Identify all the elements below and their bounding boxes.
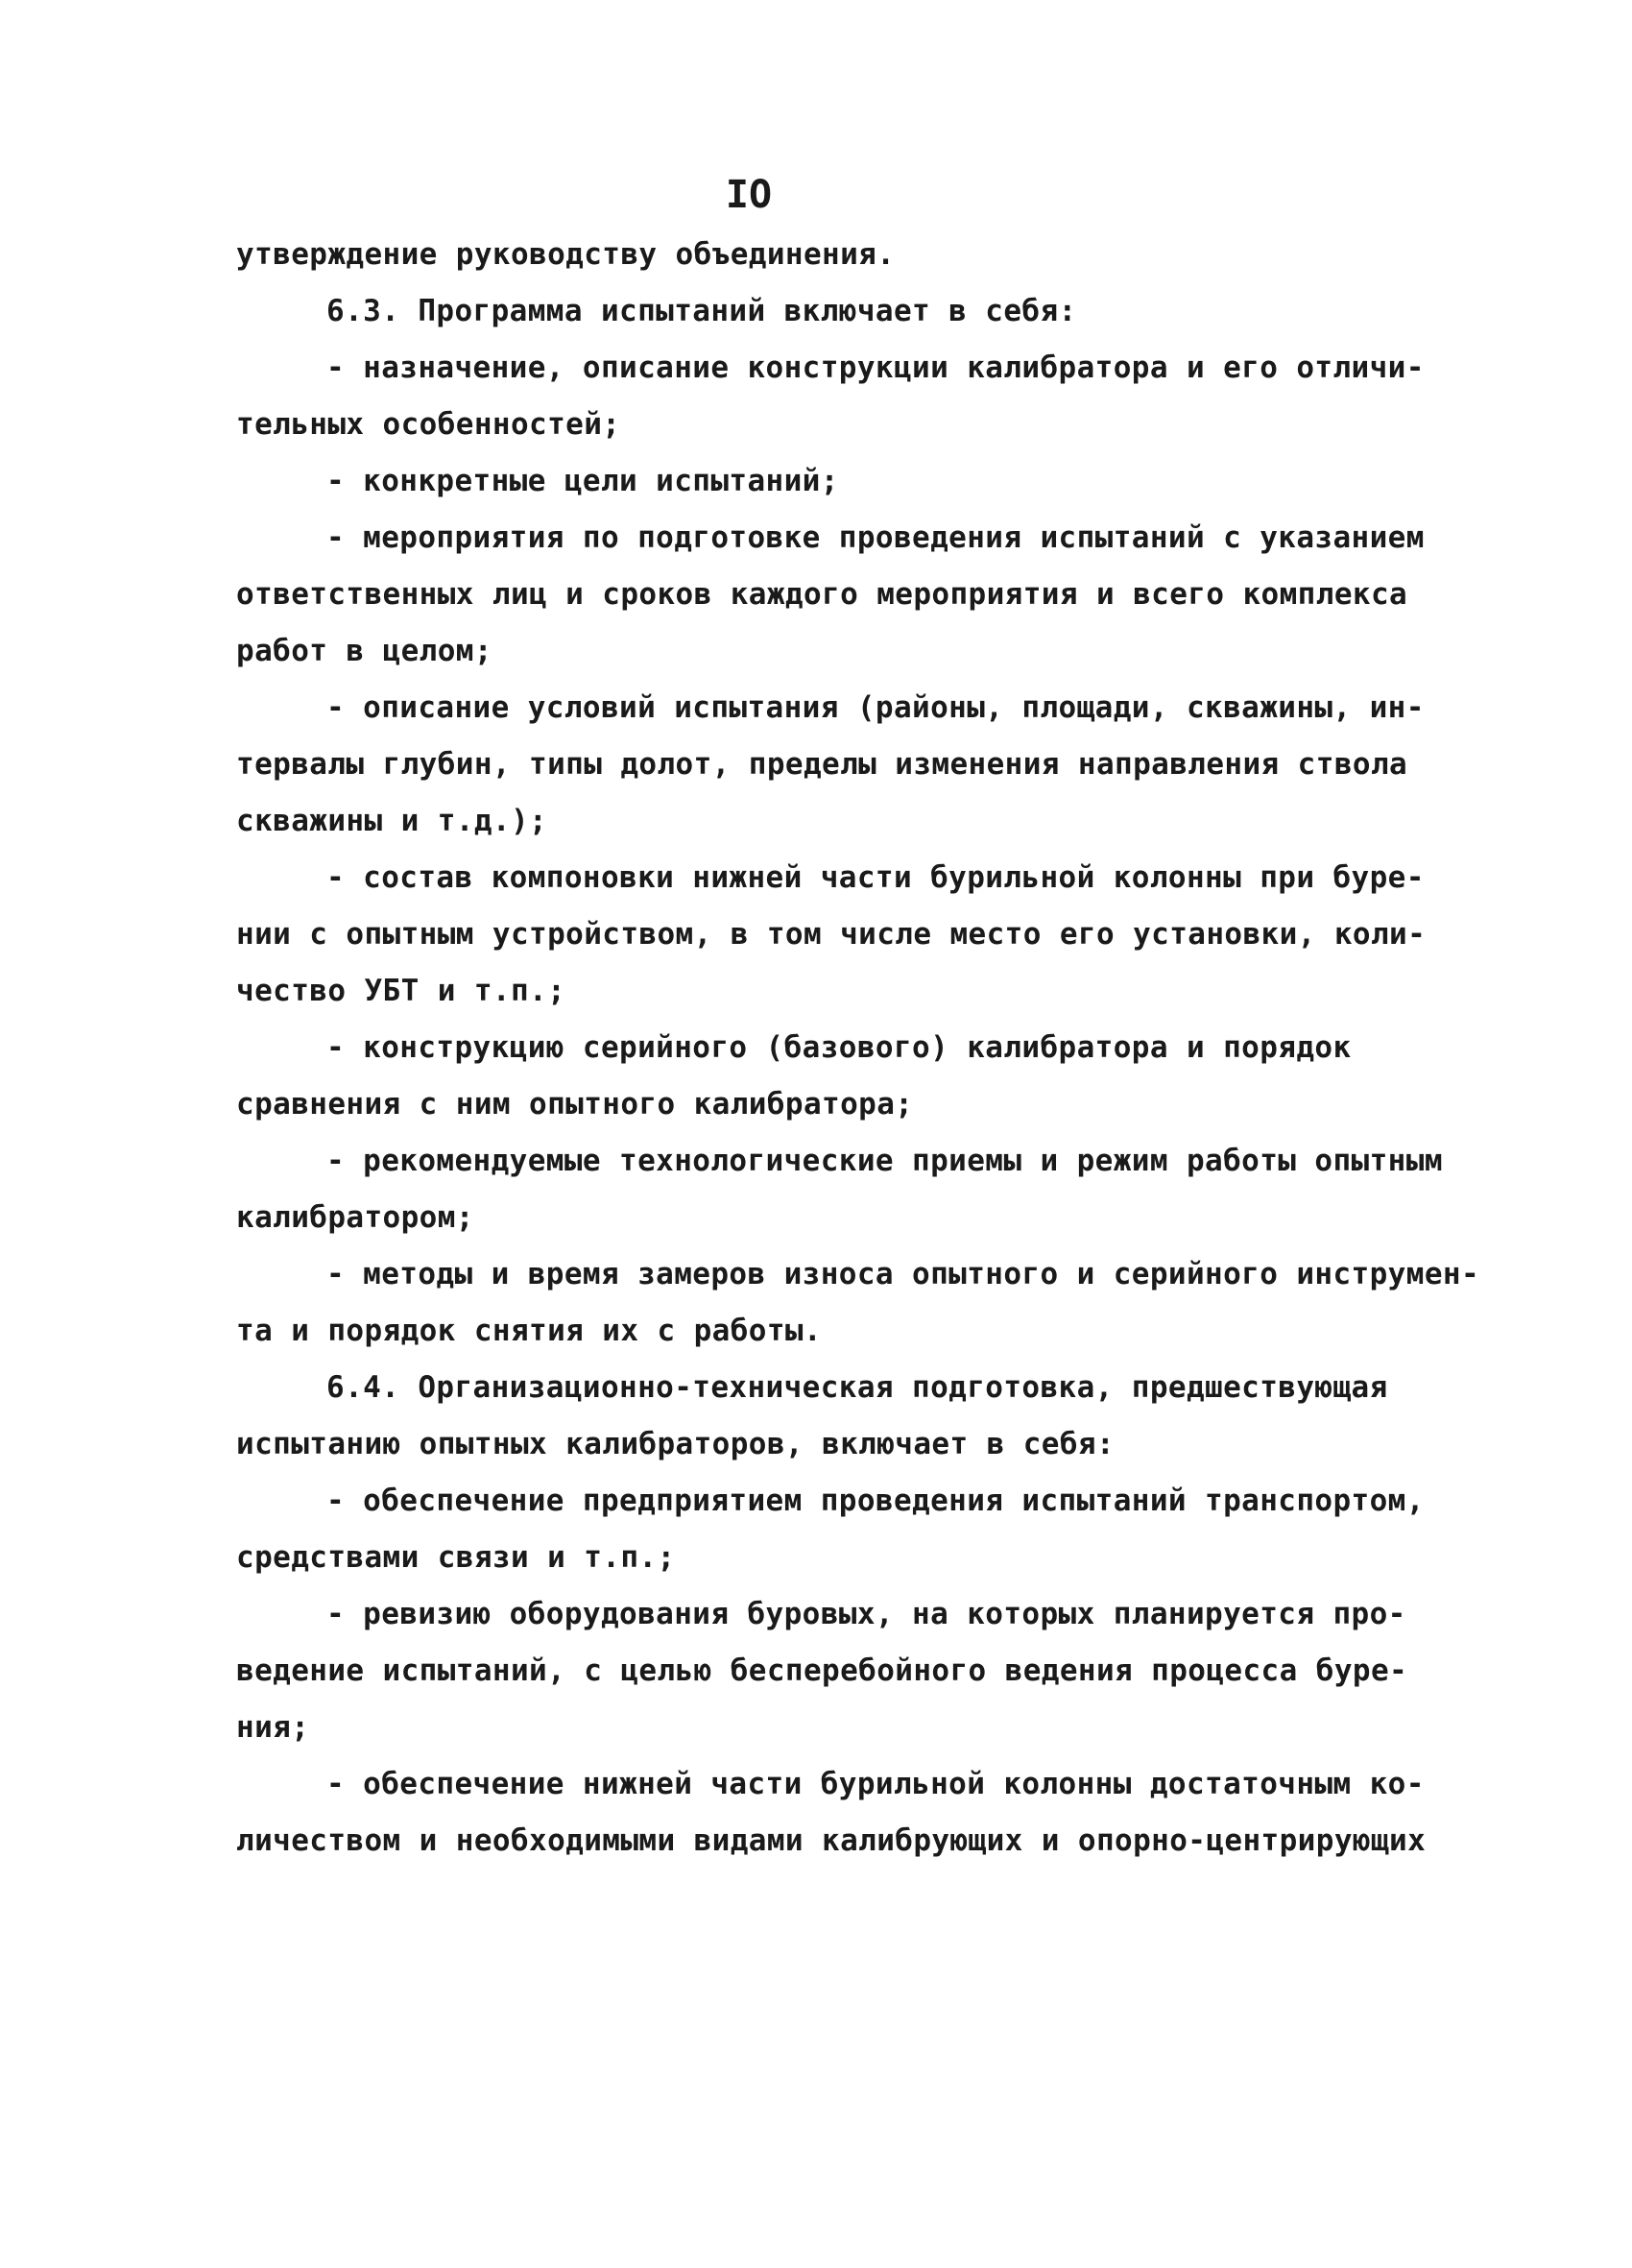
- text-line-content: калибратором;: [236, 1200, 474, 1235]
- text-line-content: ния;: [236, 1710, 310, 1745]
- text-line: [0, 1813, 1632, 1870]
- text-line-content: - состав компоновки нижней части бурильной колонны при буре-: [326, 860, 1425, 895]
- text-line-content: чество УБТ и т.п.;: [236, 974, 566, 1008]
- text-line: [0, 1246, 1632, 1303]
- text-line-content: - обеспечение предприятием проведения испытаний транспортом,: [326, 1484, 1425, 1518]
- text-line: [0, 340, 1632, 397]
- text-line-content: утверждение руководству объединения.: [236, 237, 896, 272]
- text-line-content: - конкретные цели испытаний;: [326, 464, 839, 498]
- text-line-content: - мероприятия по подготовке проведения испытаний с указанием: [326, 520, 1425, 555]
- text-line: [0, 510, 1632, 567]
- text-line: [0, 1190, 1632, 1246]
- text-line: [0, 453, 1632, 510]
- text-line: [0, 1076, 1632, 1133]
- text-line: [0, 567, 1632, 623]
- text-line-content: 6.4. Организационно-техническая подготовка, предшествующая: [326, 1370, 1388, 1405]
- text-line: [0, 1473, 1632, 1530]
- text-line: [0, 1303, 1632, 1360]
- text-line-content: - обеспечение нижней части бурильной колонны достаточным ко-: [326, 1767, 1425, 1801]
- text-line: [0, 850, 1632, 906]
- text-line: [0, 963, 1632, 1020]
- text-line: [0, 1700, 1632, 1756]
- text-line-content: тельных особенностей;: [236, 407, 621, 442]
- text-line-content: 6.3. Программа испытаний включает в себя:: [326, 294, 1077, 328]
- text-line-content: работ в целом;: [236, 634, 492, 668]
- text-line: [0, 283, 1632, 340]
- text-line-content: сравнения с ним опытного калибратора;: [236, 1087, 914, 1122]
- text-line-content: - конструкцию серийного (базового) калибратора и порядок: [326, 1030, 1352, 1065]
- text-line: [0, 623, 1632, 680]
- text-line: [0, 906, 1632, 963]
- text-line-content: нии с опытным устройством, в том числе место его установки, коли-: [236, 917, 1427, 952]
- text-line: [0, 1133, 1632, 1190]
- text-line-content: ведение испытаний, с целью бесперебойного ведения процесса буре-: [236, 1653, 1408, 1688]
- text-line-content: средствами связи и т.п.;: [236, 1540, 676, 1575]
- text-line: [0, 1643, 1632, 1700]
- text-line-content: тервалы глубин, типы долот, пределы изменения направления ствола: [236, 747, 1408, 782]
- text-line-content: скважины и т.д.);: [236, 804, 548, 838]
- text-line: [0, 1756, 1632, 1813]
- text-line-content: та и порядок снятия их с работы.: [236, 1314, 823, 1348]
- text-line: [0, 227, 1632, 283]
- page-number: IO: [725, 173, 773, 217]
- text-line: [0, 397, 1632, 453]
- text-line-content: - рекомендуемые технологические приемы и режим работы опытным: [326, 1144, 1443, 1178]
- text-line: [0, 1360, 1632, 1416]
- text-line: [0, 1020, 1632, 1076]
- text-line: [0, 680, 1632, 736]
- text-line-content: ответственных лиц и сроков каждого мероприятия и всего комплекса: [236, 577, 1408, 612]
- text-line: [0, 736, 1632, 793]
- text-line-content: - назначение, описание конструкции калибратора и его отличи-: [326, 350, 1425, 385]
- text-line-content: испытанию опытных калибраторов, включает в себя:: [236, 1427, 1116, 1461]
- text-line-content: - описание условий испытания (районы, площади, скважины, ин-: [326, 690, 1425, 725]
- text-line: [0, 793, 1632, 850]
- text-line-content: - ревизию оборудования буровых, на которых планируется про-: [326, 1597, 1406, 1631]
- text-line-content: личеством и необходимыми видами калибрующих и опорно-центрирующих: [236, 1823, 1427, 1858]
- text-line: [0, 1416, 1632, 1473]
- text-line-content: - методы и время замеров износа опытного и серийного инструмен-: [326, 1257, 1480, 1291]
- text-line: [0, 1530, 1632, 1586]
- text-line: [0, 1586, 1632, 1643]
